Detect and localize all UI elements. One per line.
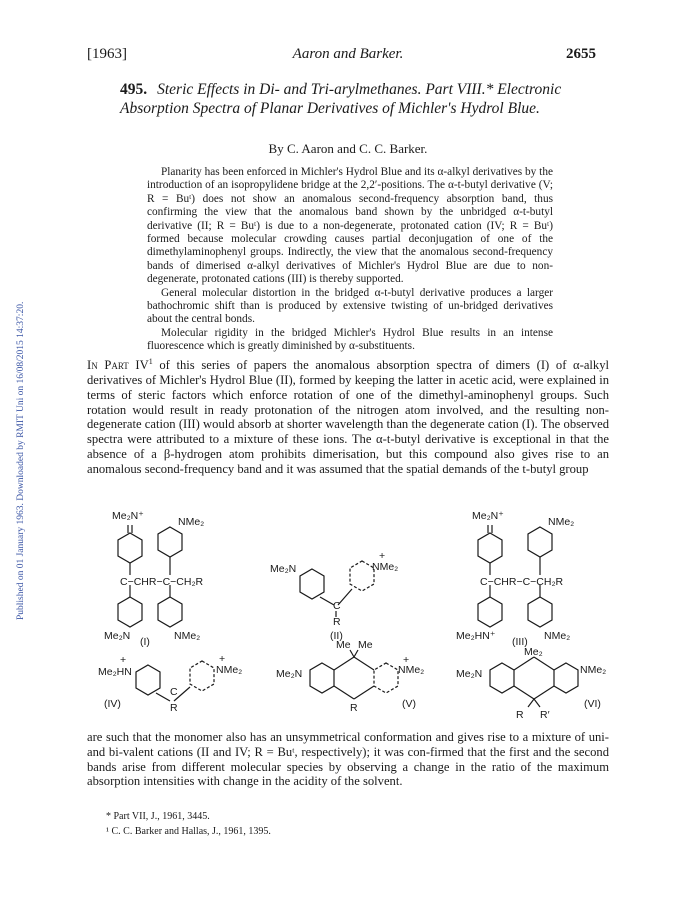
article-number: 495. bbox=[120, 81, 148, 98]
label-plus: + bbox=[120, 654, 127, 666]
label-nme2: NMe₂ bbox=[174, 630, 201, 642]
compound-label-V: (V) bbox=[402, 698, 416, 710]
journal-ref: [1963] bbox=[87, 46, 127, 62]
label-me2hn: Me₂HN bbox=[98, 666, 132, 678]
abstract-paragraph: Planarity has been enforced in Michler's Hydrol Blue and its α-alkyl derivatives by the introduction of an isopropylidene bridge at the 2,2′-positions. The α-t-butyl derivative (V; R = Buᵗ) does not show an anomalous second-frequency absorption band, thus confirming the view that the anomalous band shown by the unbridged α-t-butyl derivative (II; R = Buᵗ) is due to a non-degenerate, protonated cation (IV; R = Buᵗ) formed because molecular crowding causes partial deconjugation of one of the dimethylaminophenyl groups. Indirectly, the view that the anomalous second-frequency bands of dimerised α-alkyl derivatives of Michler's Hydrol Blue are due to non-degenerate, protonated cations (III) is thereby supported. bbox=[147, 166, 553, 286]
page-number: 2655 bbox=[566, 46, 596, 62]
body-paragraph-2 bbox=[87, 730, 609, 789]
abstract bbox=[147, 166, 553, 354]
label-nme2: NMe₂ bbox=[216, 664, 243, 676]
structure-figure bbox=[90, 505, 610, 720]
article-title-text: Steric Effects in Di- and Tri-arylmethanes. Part VIII.* Electronic Absorption Spectra of Planar Derivatives of Michler's Hydrol Blue. bbox=[120, 81, 562, 117]
abstract-paragraph: General molecular distortion in the bridged α-t-butyl derivative produces a larger bathochromic shift than is produced by extensive twisting of un-bridged derivatives about the central bonds. bbox=[147, 286, 553, 326]
label-me: Me bbox=[336, 639, 351, 651]
label-me: Me bbox=[358, 639, 373, 651]
compound-label-I: (I) bbox=[140, 636, 150, 648]
label-nme2: NMe₂ bbox=[178, 516, 205, 528]
label-me2n-plus: Me₂N⁺ bbox=[472, 510, 504, 522]
label-chain: C−CHR−C−CH₂R bbox=[120, 576, 204, 588]
lead-words: In Part IV bbox=[87, 358, 149, 373]
label-me2n-plus: Me₂N⁺ bbox=[112, 510, 144, 522]
download-watermark bbox=[4, 180, 26, 620]
label-nme2: NMe₂ bbox=[398, 664, 425, 676]
label-nme2: NMe₂ bbox=[372, 561, 399, 573]
label-r: R bbox=[333, 616, 341, 628]
label-r: R bbox=[350, 702, 358, 714]
label-r: R bbox=[170, 702, 178, 714]
body-paragraph-1 bbox=[87, 355, 609, 477]
paragraph-text: are such that the monomer also has an unsymmetrical conformation and gives rise to a mixture of uni- and bi-valent cations (II and IV; R = Buᵗ, respectively); it was con-firmed that the first and the second bands arise from different molecular species by observing a change in the ratio of the maximum absorption intensities with change in the acidity of the solvent. bbox=[87, 730, 609, 789]
label-r: R bbox=[516, 709, 524, 720]
reference-mark: 1 bbox=[148, 357, 153, 366]
label-c: C bbox=[333, 600, 341, 612]
download-note-text: Published on 01 January 1963. Downloaded by RMIT Uni on 16/08/2015 14:37:20. bbox=[16, 301, 26, 620]
byline: By C. Aaron and C. C. Barker. bbox=[268, 141, 428, 156]
label-me2: Me₂ bbox=[524, 646, 543, 658]
label-me2n: Me₂N bbox=[456, 668, 483, 680]
label-me2n: Me₂N bbox=[276, 668, 303, 680]
label-me2n: Me₂N bbox=[270, 563, 297, 575]
abstract-paragraph: Molecular rigidity in the bridged Michler's Hydrol Blue results in an intense fluorescence which is greatly diminished by α-substituents. bbox=[147, 326, 553, 353]
running-title: Aaron and Barker. bbox=[292, 46, 404, 62]
label-plus: + bbox=[219, 653, 226, 665]
label-nme2: NMe₂ bbox=[548, 516, 575, 528]
label-r-prime: R′ bbox=[540, 709, 550, 720]
paragraph-text: of this series of papers the anomalous absorption spectra of dimers (I) of α-alkyl derivatives of Michler's Hydrol Blue (II), formed by keeping the latter in acetic acid, were explained in terms of steric factors which enforce rotation of one of the dimethyl-aminophenyl groups. Such rotation would result in ready protonation of the nitrogen atom involved, and the resulting non-degenerate cation (III) would absorb at shorter wavelength than the degenerate cation (I). The observed spectra were attributed to a mixture of these ions. The α-t-butyl derivative is exceptional in that the absence of a β-hydrogen atom prohibits dimerisation, but this compound also gives rise to an anomalous second-frequency band and it was assumed that the spatial demands of the t-butyl group bbox=[87, 358, 609, 476]
compound-label-II: (II) bbox=[330, 630, 343, 642]
compound-label-III: (III) bbox=[512, 636, 528, 648]
label-plus: + bbox=[379, 550, 386, 562]
label-chain: C−CHR−C−CH₂R bbox=[480, 576, 564, 588]
label-me2hn-plus: Me₂HN⁺ bbox=[456, 630, 496, 642]
article-title bbox=[120, 80, 606, 118]
label-c: C bbox=[170, 686, 178, 698]
compound-label-IV: (IV) bbox=[104, 698, 121, 710]
compound-label-VI: (VI) bbox=[584, 698, 601, 710]
footnote-1: * Part VII, J., 1961, 3445. bbox=[106, 811, 210, 822]
label-plus: + bbox=[403, 654, 410, 666]
footnote-2: ¹ C. C. Barker and Hallas, J., 1961, 1395. bbox=[106, 826, 271, 837]
label-me2n: Me₂N bbox=[104, 630, 131, 642]
label-nme2: NMe₂ bbox=[580, 664, 607, 676]
label-nme2: NMe₂ bbox=[544, 630, 571, 642]
